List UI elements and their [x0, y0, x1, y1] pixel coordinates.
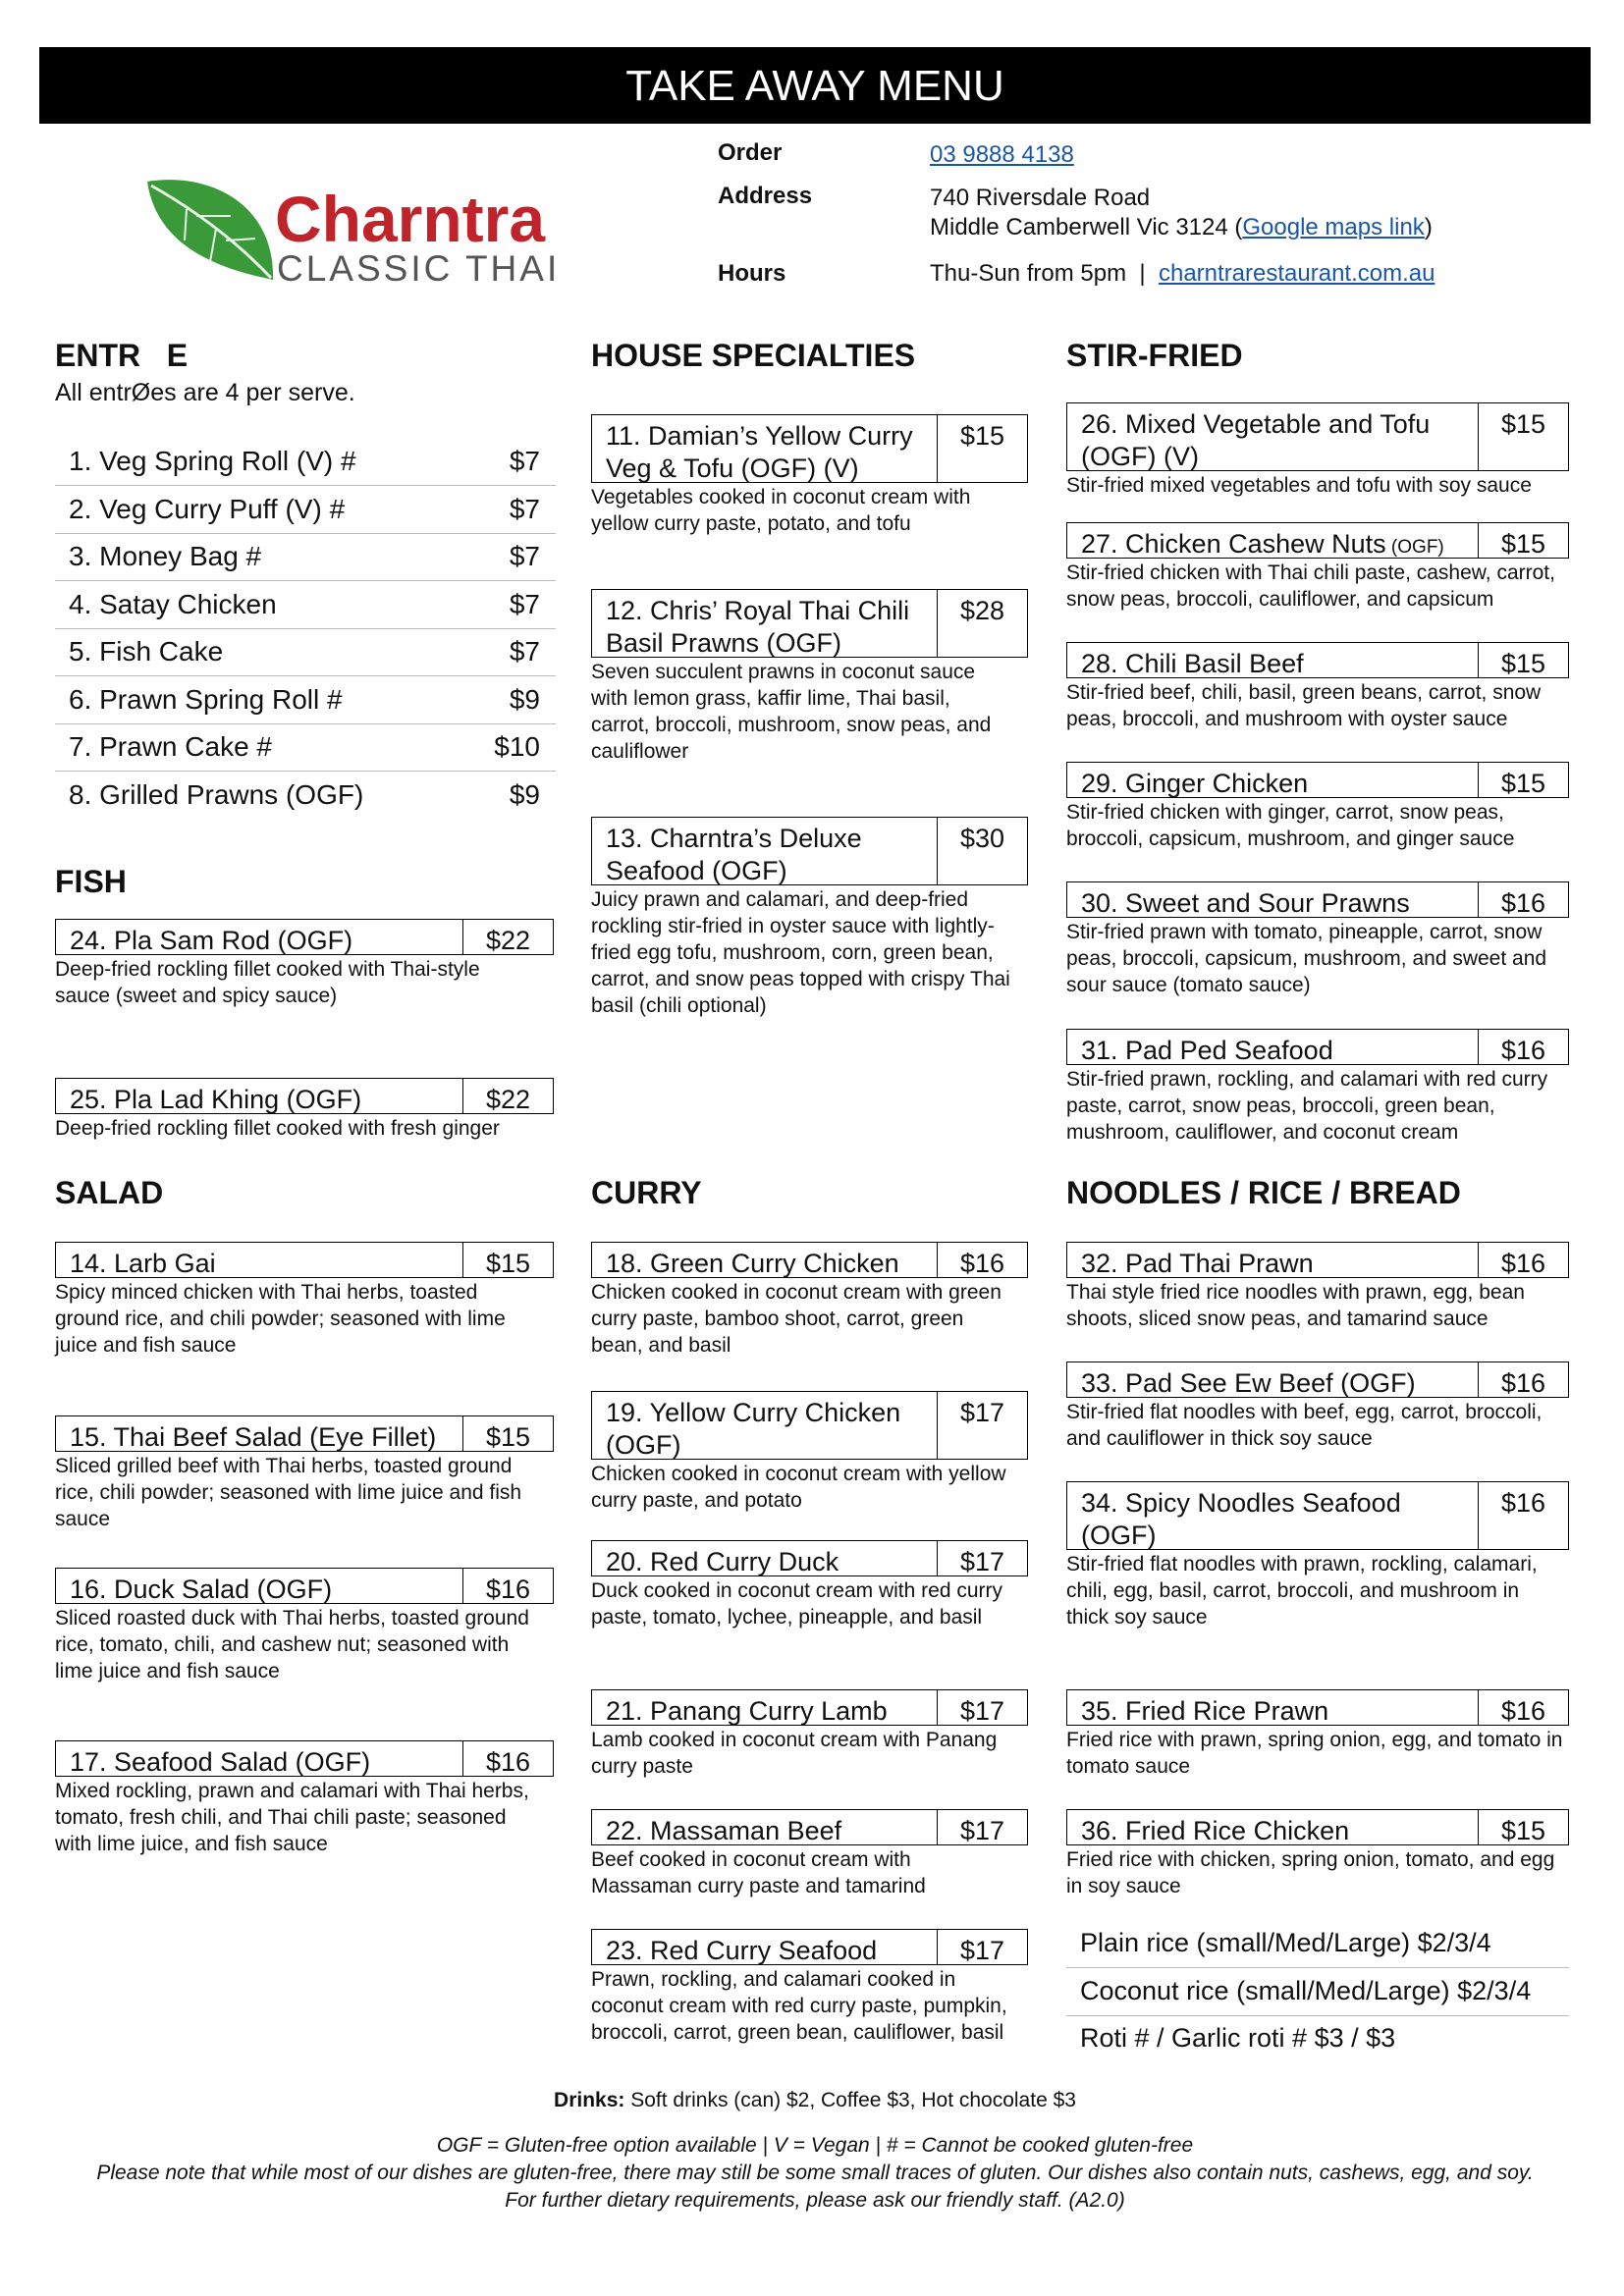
address-line2: [930, 214, 1433, 241]
item-description: [591, 1727, 1048, 1780]
menu-item-box: [1066, 402, 1569, 471]
item-description-line: Massaman curry paste and tamarind: [591, 1875, 926, 1897]
item-description-line: lime juice and fish sauce: [55, 1660, 280, 1682]
item-description-line: curry paste, bamboo shoot, carrot, green: [591, 1308, 964, 1330]
item-price: $16: [462, 1741, 553, 1776]
item-description-line: Stir-fried chicken with Thai chili paste, cashew, carrot,: [1066, 561, 1555, 584]
item-description-line: curry paste: [591, 1755, 693, 1778]
item-name-line: 13. Charntra’s Deluxe: [606, 824, 862, 853]
item-name-line: Veg & Tofu (OGF) (V): [606, 454, 859, 483]
item-description: [1066, 1727, 1589, 1780]
item-description-line: Stir-fried beef, chili, basil, green beans, carrot, snow: [1066, 681, 1542, 704]
item-description-line: paste, carrot, snow peas, broccoli, green bean,: [1066, 1095, 1495, 1117]
item-name-line: 17. Seafood Salad (OGF): [70, 1747, 371, 1777]
extras-row: [1066, 1920, 1569, 1968]
menu-item-box: [591, 1242, 1028, 1278]
hours-value: Thu-Sun from 5pm |: [930, 260, 1159, 287]
item-name: [1081, 1487, 1401, 1552]
entree-row: [55, 533, 556, 581]
menu-banner: TAKE AWAY MENU: [39, 47, 1591, 124]
entree-note: All entrØes are 4 per serve.: [55, 379, 355, 406]
item-description: [1066, 799, 1589, 852]
item-name-line: 23. Red Curry Seafood: [606, 1936, 878, 1965]
website-link[interactable]: charntrarestaurant.com.au: [1158, 260, 1435, 287]
item-name-line: 14. Larb Gai: [70, 1249, 216, 1278]
item-description-line: Stir-fried flat noodles with prawn, rockling, calamari,: [1066, 1553, 1538, 1575]
address-line2-close: ): [1424, 214, 1433, 240]
menu-item-box: [1066, 1362, 1569, 1398]
gluten-note: Please note that while most of our dishes are gluten-free, there may still be some small traces of gluten. Our dishes also contain nuts, cashews, egg, and soy.: [96, 2162, 1534, 2184]
logo: [137, 172, 579, 290]
item-name-line: 15. Thai Beef Salad (Eye Fillet): [70, 1422, 437, 1452]
item-price: $16: [1478, 882, 1568, 917]
hours-label: Hours: [718, 260, 786, 287]
item-description-line: Deep-fried rockling fillet cooked with Thai-style: [55, 958, 480, 981]
menu-item-box: [1066, 1481, 1569, 1550]
item-name-line: 20. Red Curry Duck: [606, 1547, 839, 1576]
item-name: 1. Veg Spring Roll (V) #: [69, 446, 356, 476]
item-name-line: 30. Sweet and Sour Prawns: [1081, 888, 1410, 918]
item-price: $15: [1478, 403, 1568, 470]
item-name-line: 26. Mixed Vegetable and Tofu: [1081, 409, 1431, 439]
section-title-entree: ENTR E: [55, 338, 189, 373]
item-description: [1066, 1066, 1589, 1146]
item-price: $22: [462, 920, 553, 954]
item-price: $9: [509, 778, 540, 810]
item-description-line: curry paste, and potato: [591, 1489, 802, 1512]
item-name: [1081, 408, 1430, 473]
item-description: [591, 1279, 1048, 1359]
item-price: $16: [462, 1569, 553, 1603]
item-name: [606, 1815, 841, 1847]
item-name-line: 12. Chris’ Royal Thai Chili: [606, 596, 910, 625]
item-description: [55, 1778, 573, 1857]
item-description-line: fried egg tofu, mushroom, corn, green bean,: [591, 941, 994, 964]
section-title-house: HOUSE SPECIALTIES: [591, 338, 916, 373]
logo-wordmark: Charntra: [275, 183, 546, 255]
item-name: [70, 1248, 216, 1280]
item-name-line: (OGF) (V): [1081, 442, 1199, 471]
item-description-line: Mixed rockling, prawn and calamari with Thai herbs,: [55, 1780, 529, 1802]
item-description-line: Stir-fried chicken with ginger, carrot, snow peas,: [1066, 801, 1504, 824]
item-description: [1066, 472, 1589, 499]
item-price: $17: [937, 1930, 1027, 1964]
item-name-line: 19. Yellow Curry Chicken: [606, 1398, 901, 1427]
item-name: [606, 1397, 900, 1462]
item-description-line: coconut cream with red curry paste, pumpkin,: [591, 1995, 1007, 2017]
item-name-line: 33. Pad See Ew Beef (OGF): [1081, 1368, 1416, 1398]
item-name: [1081, 1035, 1333, 1067]
item-description: [591, 1577, 1048, 1630]
item-description: [55, 1605, 573, 1684]
item-name: [1081, 1248, 1314, 1280]
item-description: [1066, 679, 1589, 732]
entree-row: [55, 486, 556, 534]
item-description: [1066, 1846, 1589, 1899]
item-name: [606, 1935, 877, 1967]
item-description-line: snow peas, broccoli, cauliflower, and capsicum: [1066, 588, 1494, 611]
item-description-line: Sliced roasted duck with Thai herbs, toasted ground: [55, 1607, 529, 1629]
item-price: $16: [1478, 1362, 1568, 1397]
item-description-line: rice, tomato, chili, and cashew nut; seasoned with: [55, 1633, 510, 1656]
item-description-line: sour sauce (tomato sauce): [1066, 974, 1311, 996]
item-name-line: 27. Chicken Cashew Nuts: [1081, 529, 1386, 559]
item-description-line: Spicy minced chicken with Thai herbs, toasted: [55, 1281, 478, 1304]
entree-row: [55, 581, 556, 629]
item-name-line: 31. Pad Ped Seafood: [1081, 1036, 1333, 1065]
item-name: [606, 823, 862, 887]
menu-item-box: [591, 1929, 1028, 1965]
menu-item-box: [591, 589, 1028, 658]
item-price: $16: [1478, 1482, 1568, 1549]
item-description-line: Chicken cooked in coconut cream with green: [591, 1281, 1001, 1304]
item-description-line: Stir-fried prawn, rockling, and calamari with red curry: [1066, 1068, 1548, 1091]
item-name: 2. Veg Curry Puff (V) #: [69, 493, 346, 524]
item-name-line: 36. Fried Rice Chicken: [1081, 1816, 1350, 1845]
item-name: [70, 1084, 361, 1116]
extras-row: [1066, 1968, 1569, 2016]
item-name-line: 35. Fried Rice Prawn: [1081, 1696, 1329, 1726]
item-description-line: with lime juice, and fish sauce: [55, 1833, 328, 1855]
menu-item-box: [1066, 1689, 1569, 1726]
entree-row: [55, 438, 556, 486]
item-description: [591, 484, 1048, 537]
menu-item-box: [55, 1568, 554, 1604]
item-description: [591, 1966, 1048, 2046]
item-description-line: Stir-fried mixed vegetables and tofu with soy sauce: [1066, 474, 1532, 497]
item-description-line: with lemon grass, kaffir lime, Thai basil,: [591, 687, 950, 710]
menu-item-box: [591, 414, 1028, 483]
item-price: $16: [1478, 1243, 1568, 1277]
item-description-line: tomato sauce: [1066, 1755, 1191, 1778]
menu-item-box: [55, 1078, 554, 1114]
entree-row: [55, 723, 556, 772]
item-name-line: 32. Pad Thai Prawn: [1081, 1249, 1314, 1278]
drinks-line: [39, 2089, 1591, 2112]
item-description-line: bean, and basil: [591, 1334, 731, 1357]
item-description-line: broccoli, carrot, green bean, cauliflower, basil: [591, 2021, 1004, 2044]
item-description-line: Stir-fried prawn with tomato, pineapple, carrot, snow: [1066, 921, 1543, 943]
menu-item-box: [591, 1540, 1028, 1576]
item-description-line: broccoli, capsicum, mushroom, and ginger sauce: [1066, 828, 1515, 850]
item-description-line: paste, tomato, lychee, pineapple, and basil: [591, 1606, 983, 1629]
menu-item-box: [55, 1740, 554, 1777]
leaf-icon: [137, 172, 285, 290]
menu-item-box: [1066, 762, 1569, 798]
item-name: [70, 1421, 436, 1454]
item-description-line: and cauliflower in thick soy sauce: [1066, 1427, 1373, 1450]
google-maps-link[interactable]: Google maps link: [1242, 214, 1425, 240]
item-name-line: 11. Damian’s Yellow Curry: [606, 421, 913, 451]
item-description-line: basil (chili optional): [591, 994, 767, 1017]
menu-item-box: [1066, 1809, 1569, 1845]
item-description-line: Duck cooked in coconut cream with red curry: [591, 1579, 1003, 1602]
legend-line: OGF = Gluten-free option available | V = Vegan | # = Cannot be cooked gluten-free: [436, 2134, 1194, 2157]
item-name: [1081, 1815, 1349, 1847]
menu-item-box: [1066, 522, 1569, 559]
item-description: [1066, 919, 1589, 998]
menu-item-box: [55, 1242, 554, 1278]
item-description-line: sauce (sweet and spicy sauce): [55, 985, 338, 1007]
item-name-line: 24. Pla Sam Rod (OGF): [70, 926, 353, 955]
item-description-line: ground rice, and chili powder; seasoned with lime: [55, 1308, 506, 1330]
item-description-line: Fried rice with prawn, spring onion, egg, and tomato in: [1066, 1729, 1563, 1751]
extras-label: Coconut rice (small/Med/Large) $2/3/4: [1080, 1975, 1532, 2005]
item-description-line: thick soy sauce: [1066, 1606, 1208, 1629]
item-description-line: chili, egg, basil, carrot, broccoli, and mushroom in: [1066, 1579, 1520, 1602]
item-name: [1081, 648, 1304, 680]
item-price: $7: [509, 446, 540, 476]
item-price: $16: [1478, 1690, 1568, 1725]
entree-row: [55, 772, 556, 819]
entree-row: [55, 676, 556, 724]
item-description: [591, 1846, 1048, 1899]
item-name-line: 18. Green Curry Chicken: [606, 1249, 899, 1278]
item-price: $17: [937, 1392, 1027, 1459]
item-price: $15: [937, 415, 1027, 482]
item-name-line: 29. Ginger Chicken: [1081, 769, 1309, 798]
menu-item-box: [1066, 1242, 1569, 1278]
item-description-line: carrot, and snow peas topped with crispy Thai: [591, 968, 1010, 990]
item-name: [1081, 1695, 1328, 1728]
section-title-stirfried: STIR-FRIED: [1066, 338, 1243, 373]
item-description-line: peas, broccoli, and mushroom with oyster sauce: [1066, 708, 1508, 730]
order-label: Order: [718, 139, 783, 166]
menu-item-box: [591, 817, 1028, 885]
address-label: Address: [718, 183, 813, 209]
item-name-line: 25. Pla Lad Khing (OGF): [70, 1085, 362, 1114]
menu-item-box: [55, 919, 554, 955]
item-description-line: Thai style fried rice noodles with prawn, egg, bean: [1066, 1281, 1525, 1304]
item-name-line: 16. Duck Salad (OGF): [70, 1575, 333, 1604]
item-description-line: juice and fish sauce: [55, 1334, 237, 1357]
menu-item-box: [591, 1689, 1028, 1726]
item-name: [70, 1574, 332, 1606]
item-name: [70, 925, 352, 957]
item-name-line: (OGF): [606, 1430, 681, 1460]
menu-item-box: [1066, 881, 1569, 918]
order-phone-link[interactable]: 03 9888 4138: [930, 141, 1074, 168]
address-line2-text: Middle Camberwell Vic 3124 (: [930, 214, 1243, 240]
item-description-line: Seven succulent prawns in coconut sauce: [591, 661, 976, 683]
item-name: 8. Grilled Prawns (OGF): [69, 778, 364, 810]
item-name: [1081, 1367, 1416, 1400]
drinks-value: Soft drinks (can) $2, Coffee $3, Hot chocolate $3: [624, 2089, 1076, 2111]
item-description-line: tomato, fresh chili, and Thai chili paste; seasoned: [55, 1806, 507, 1829]
dietary-note: For further dietary requirements, please ask our friendly staff. (A2.0): [505, 2189, 1125, 2212]
item-description: [55, 956, 573, 1009]
item-name: 6. Prawn Spring Roll #: [69, 683, 343, 715]
item-description-line: in soy sauce: [1066, 1875, 1181, 1897]
item-name: [1081, 887, 1410, 920]
item-price: $7: [509, 493, 540, 524]
item-description-line: Deep-fried rockling fillet cooked with fresh ginger: [55, 1117, 500, 1140]
item-description-line: Lamb cooked in coconut cream with Panang: [591, 1729, 998, 1751]
item-description: [1066, 1399, 1589, 1452]
item-price: $7: [509, 636, 540, 667]
menu-item-box: [1066, 1029, 1569, 1065]
extras-row: [1066, 2015, 1569, 2062]
item-description: [591, 886, 1048, 1019]
section-title-salad: SALAD: [55, 1175, 164, 1210]
item-description-line: Sliced grilled beef with Thai herbs, toasted ground: [55, 1455, 513, 1477]
item-description-line: carrot, broccoli, mushroom, snow peas, and: [591, 714, 992, 736]
item-name-line: 34. Spicy Noodles Seafood: [1081, 1488, 1401, 1518]
item-description-line: sauce: [55, 1508, 111, 1530]
item-name: [1081, 528, 1444, 563]
item-description-line: cauliflower: [591, 740, 689, 763]
item-name-suffix: (OGF): [1385, 537, 1444, 558]
item-name: [606, 420, 913, 485]
item-description-line: Prawn, rockling, and calamari cooked in: [591, 1968, 956, 1991]
extras-label: Roti # / Garlic roti # $3 / $3: [1080, 2023, 1396, 2053]
item-price: $7: [509, 541, 540, 571]
item-description: [55, 1115, 573, 1142]
section-title-fish: FISH: [55, 864, 127, 899]
item-price: $15: [1478, 643, 1568, 677]
item-description-line: yellow curry paste, potato, and tofu: [591, 512, 911, 535]
menu-item-box: [1066, 642, 1569, 678]
item-price: $15: [462, 1416, 553, 1451]
item-price: $7: [509, 588, 540, 619]
item-description-line: mushroom, cauliflower, and coconut cream: [1066, 1121, 1459, 1144]
item-price: $28: [937, 590, 1027, 657]
section-title-noodles: NOODLES / RICE / BREAD: [1066, 1175, 1461, 1210]
item-description: [1066, 560, 1589, 613]
item-price: $17: [937, 1810, 1027, 1844]
item-price: $15: [1478, 763, 1568, 797]
item-name: [606, 1546, 839, 1578]
item-name: [606, 1248, 899, 1280]
item-description-line: Juicy prawn and calamari, and deep-fried: [591, 888, 969, 911]
item-price: $17: [937, 1541, 1027, 1575]
logo-tagline: CLASSIC THAI: [277, 248, 561, 289]
section-title-curry: CURRY: [591, 1175, 702, 1210]
item-description: [55, 1279, 573, 1359]
hours-line: [930, 260, 1435, 288]
item-description: [591, 1461, 1048, 1514]
drinks-label: Drinks:: [554, 2089, 625, 2111]
item-name-line: 28. Chili Basil Beef: [1081, 649, 1304, 678]
item-description-line: rice, chili powder; seasoned with lime juice and fish: [55, 1481, 522, 1504]
extras-label: Plain rice (small/Med/Large) $2/3/4: [1080, 1928, 1491, 1957]
item-price: $22: [462, 1079, 553, 1113]
item-price: $15: [1478, 523, 1568, 558]
item-description: [1066, 1279, 1589, 1332]
item-description-line: peas, broccoli, capsicum, mushroom, and sweet and: [1066, 947, 1547, 970]
item-name: [606, 595, 909, 660]
item-name-line: 21. Panang Curry Lamb: [606, 1696, 888, 1726]
item-price: $15: [1478, 1810, 1568, 1844]
entree-row: [55, 628, 556, 676]
item-price: $17: [937, 1690, 1027, 1725]
item-name-line: Seafood (OGF): [606, 856, 787, 885]
item-name: [70, 1746, 370, 1779]
item-name-line: Basil Prawns (OGF): [606, 628, 842, 658]
item-description-line: Chicken cooked in coconut cream with yellow: [591, 1463, 1006, 1485]
item-name: 5. Fish Cake: [69, 636, 224, 667]
item-description-line: rockling stir-fried in oyster sauce with lightly-: [591, 915, 995, 937]
item-description-line: Vegetables cooked in coconut cream with: [591, 486, 971, 508]
item-description-line: Stir-fried flat noodles with beef, egg, carrot, broccoli,: [1066, 1401, 1543, 1423]
item-price: $15: [462, 1243, 553, 1277]
item-description-line: shoots, sliced snow peas, and tamarind sauce: [1066, 1308, 1489, 1330]
item-price: $10: [494, 731, 540, 762]
item-name: [1081, 768, 1308, 800]
item-name: [606, 1695, 888, 1728]
item-description: [591, 659, 1048, 765]
item-price: $9: [509, 683, 540, 715]
item-name-line: 22. Massaman Beef: [606, 1816, 842, 1845]
item-description: [1066, 1551, 1589, 1630]
item-description-line: Fried rice with chicken, spring onion, tomato, and egg: [1066, 1848, 1555, 1871]
item-price: $16: [1478, 1030, 1568, 1064]
menu-item-box: [591, 1809, 1028, 1845]
item-description: [55, 1453, 573, 1532]
item-name-line: (OGF): [1081, 1521, 1157, 1550]
address-line1: 740 Riversdale Road: [930, 185, 1151, 211]
item-price: $30: [937, 818, 1027, 884]
item-name: 7. Prawn Cake #: [69, 731, 272, 762]
item-name: 3. Money Bag #: [69, 541, 262, 571]
item-price: $16: [937, 1243, 1027, 1277]
menu-item-box: [591, 1391, 1028, 1460]
item-description-line: Beef cooked in coconut cream with: [591, 1848, 911, 1871]
menu-item-box: [55, 1415, 554, 1452]
item-name: 4. Satay Chicken: [69, 588, 277, 619]
